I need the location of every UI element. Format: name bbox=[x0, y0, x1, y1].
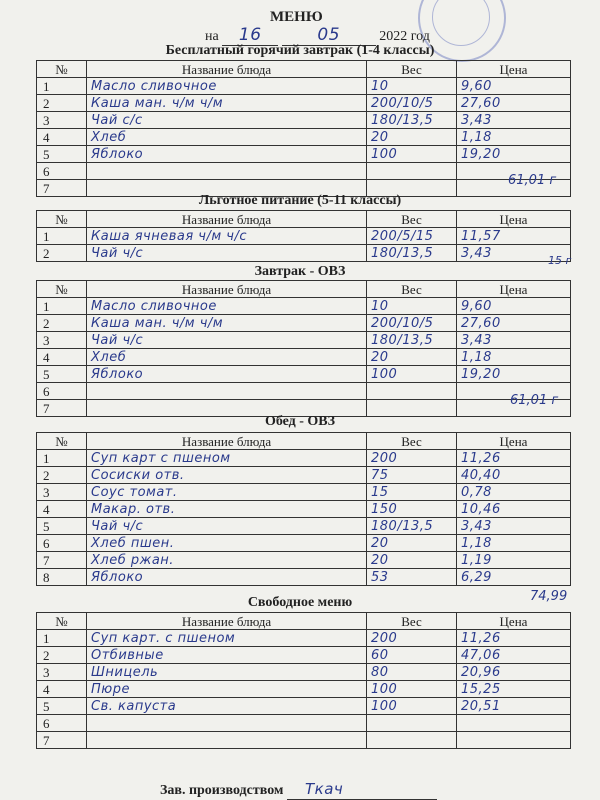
row-num: 6 bbox=[37, 163, 87, 180]
table-row bbox=[37, 245, 571, 262]
dish-weight: 100 bbox=[367, 146, 457, 163]
row-num: 4 bbox=[37, 129, 87, 146]
table-row bbox=[37, 647, 571, 664]
dish-price: 11,57 bbox=[457, 228, 571, 245]
table-row bbox=[37, 332, 571, 349]
dish-name: Отбивные bbox=[87, 647, 367, 664]
menu-table bbox=[36, 210, 571, 262]
dish-name: Сосиски отв. bbox=[87, 467, 367, 484]
dish-name: Св. капуста bbox=[87, 698, 367, 715]
dish-weight: 200/10/5 bbox=[367, 315, 457, 332]
row-num: 2 bbox=[37, 95, 87, 112]
table-row bbox=[37, 484, 571, 501]
section-title: Обед - ОВЗ bbox=[264, 414, 336, 429]
dish-price: 11,26 bbox=[457, 450, 571, 467]
dish-name: Хлеб bbox=[87, 349, 367, 366]
dish-weight: 180/13,5 bbox=[367, 112, 457, 129]
table-header-row bbox=[37, 281, 571, 298]
footer bbox=[160, 780, 437, 800]
dish-name bbox=[87, 732, 367, 749]
dish-weight: 10 bbox=[367, 298, 457, 315]
dish-name: Каша ман. ч/м ч/м bbox=[87, 315, 367, 332]
column-header-weight: Вес bbox=[367, 433, 457, 450]
dish-weight bbox=[367, 383, 457, 400]
dish-price: 40,40 bbox=[457, 467, 571, 484]
section-total: 61,01 г bbox=[508, 173, 557, 188]
menu-table bbox=[36, 432, 571, 586]
page-title: МЕНЮ bbox=[270, 9, 323, 25]
column-header-num: № bbox=[37, 433, 87, 450]
table-row bbox=[37, 552, 571, 569]
dish-price: 6,29 bbox=[457, 569, 571, 586]
menu-table bbox=[36, 60, 571, 197]
dish-price: 3,43 bbox=[457, 332, 571, 349]
menu-table bbox=[36, 280, 571, 417]
table-header-row bbox=[37, 61, 571, 78]
dish-weight: 180/13,5 bbox=[367, 245, 457, 262]
row-num: 7 bbox=[37, 180, 87, 197]
column-header-name: Название блюда bbox=[87, 613, 367, 630]
dish-price: 11,26 bbox=[457, 630, 571, 647]
table-row bbox=[37, 129, 571, 146]
dish-price: 3,43 bbox=[457, 245, 571, 262]
dish-name: Каша ячневая ч/м ч/с bbox=[87, 228, 367, 245]
dish-price: 20,51 bbox=[457, 698, 571, 715]
table-header-row bbox=[37, 211, 571, 228]
dish-weight: 200/10/5 bbox=[367, 95, 457, 112]
dish-weight: 200 bbox=[367, 630, 457, 647]
table-row bbox=[37, 518, 571, 535]
column-header-weight: Вес bbox=[367, 211, 457, 228]
row-num: 6 bbox=[37, 535, 87, 552]
dish-name bbox=[87, 383, 367, 400]
table-row bbox=[37, 112, 571, 129]
column-header-name: Название блюда bbox=[87, 211, 367, 228]
column-header-num: № bbox=[37, 281, 87, 298]
dish-weight: 15 bbox=[367, 484, 457, 501]
dish-weight: 20 bbox=[367, 535, 457, 552]
dish-name: Хлеб bbox=[87, 129, 367, 146]
column-header-weight: Вес bbox=[367, 281, 457, 298]
dish-price: 9,60 bbox=[457, 78, 571, 95]
dish-weight bbox=[367, 715, 457, 732]
dish-weight: 20 bbox=[367, 552, 457, 569]
column-header-num: № bbox=[37, 613, 87, 630]
dish-name: Яблоко bbox=[87, 366, 367, 383]
row-num: 1 bbox=[37, 228, 87, 245]
dish-weight: 20 bbox=[367, 129, 457, 146]
row-num: 3 bbox=[37, 664, 87, 681]
table-row bbox=[37, 315, 571, 332]
dish-price bbox=[457, 715, 571, 732]
table-row bbox=[37, 298, 571, 315]
dish-price: 27,60 bbox=[457, 95, 571, 112]
column-header-price: Цена bbox=[457, 613, 571, 630]
date-prefix: на bbox=[205, 29, 219, 44]
table-row bbox=[37, 664, 571, 681]
row-num: 4 bbox=[37, 681, 87, 698]
dish-name: Пюре bbox=[87, 681, 367, 698]
section-title: Льготное питание (5-11 классы) bbox=[198, 193, 402, 208]
row-num: 7 bbox=[37, 552, 87, 569]
column-header-price: Цена bbox=[457, 281, 571, 298]
column-header-weight: Вес bbox=[367, 61, 457, 78]
dish-name: Суп карт. с пшеном bbox=[87, 630, 367, 647]
table-row bbox=[37, 467, 571, 484]
dish-price: 1,18 bbox=[457, 349, 571, 366]
dish-price: 19,20 bbox=[457, 366, 571, 383]
column-header-name: Название блюда bbox=[87, 281, 367, 298]
dish-name: Яблоко bbox=[87, 569, 367, 586]
row-num: 2 bbox=[37, 467, 87, 484]
row-num: 5 bbox=[37, 366, 87, 383]
dish-price: 47,06 bbox=[457, 647, 571, 664]
dish-price: 20,96 bbox=[457, 664, 571, 681]
dish-weight: 60 bbox=[367, 647, 457, 664]
row-num: 1 bbox=[37, 78, 87, 95]
date-year: 2022 год bbox=[379, 29, 430, 44]
table-row bbox=[37, 95, 571, 112]
row-num: 5 bbox=[37, 698, 87, 715]
dish-weight: 200/5/15 bbox=[367, 228, 457, 245]
dish-name: Шницель bbox=[87, 664, 367, 681]
dish-weight bbox=[367, 163, 457, 180]
table-row bbox=[37, 366, 571, 383]
table-row bbox=[37, 450, 571, 467]
dish-price: 0,78 bbox=[457, 484, 571, 501]
dish-price: 3,43 bbox=[457, 112, 571, 129]
table-row bbox=[37, 163, 571, 180]
dish-price: 9,60 bbox=[457, 298, 571, 315]
dish-weight: 100 bbox=[367, 366, 457, 383]
dish-weight: 150 bbox=[367, 501, 457, 518]
footer-label: Зав. производством bbox=[160, 783, 284, 798]
row-num: 3 bbox=[37, 332, 87, 349]
dish-name: Макар. отв. bbox=[87, 501, 367, 518]
date-month: 05 bbox=[317, 25, 341, 45]
column-header-name: Название блюда bbox=[87, 61, 367, 78]
column-header-num: № bbox=[37, 211, 87, 228]
dish-name: Чай ч/с bbox=[87, 245, 367, 262]
table-row bbox=[37, 535, 571, 552]
dish-name bbox=[87, 163, 367, 180]
column-header-name: Название блюда bbox=[87, 433, 367, 450]
dish-price: 15,25 bbox=[457, 681, 571, 698]
dish-name: Каша ман. ч/м ч/м bbox=[87, 95, 367, 112]
dish-weight: 10 bbox=[367, 78, 457, 95]
section-title: Бесплатный горячий завтрак (1-4 классы) bbox=[165, 43, 435, 58]
row-num: 2 bbox=[37, 315, 87, 332]
dish-name: Суп карт с пшеном bbox=[87, 450, 367, 467]
dish-name: Чай ч/с bbox=[87, 518, 367, 535]
dish-weight: 180/13,5 bbox=[367, 518, 457, 535]
dish-price: 1,19 bbox=[457, 552, 571, 569]
table-row bbox=[37, 349, 571, 366]
table-header-row bbox=[37, 433, 571, 450]
table-row bbox=[37, 698, 571, 715]
table-row bbox=[37, 732, 571, 749]
dish-price: 27,60 bbox=[457, 315, 571, 332]
dish-price: 1,18 bbox=[457, 535, 571, 552]
table-row bbox=[37, 78, 571, 95]
dish-weight: 180/13,5 bbox=[367, 332, 457, 349]
row-num: 1 bbox=[37, 450, 87, 467]
table-row bbox=[37, 383, 571, 400]
dish-price bbox=[457, 732, 571, 749]
dish-name: Соус томат. bbox=[87, 484, 367, 501]
table-row bbox=[37, 569, 571, 586]
dish-name: Хлеб пшен. bbox=[87, 535, 367, 552]
signature: Ткач bbox=[304, 780, 344, 798]
table-row bbox=[37, 681, 571, 698]
table-row bbox=[37, 501, 571, 518]
row-num: 5 bbox=[37, 146, 87, 163]
row-num: 4 bbox=[37, 349, 87, 366]
section-total: 74,99 bbox=[530, 589, 568, 604]
dish-name: Масло сливочное bbox=[87, 298, 367, 315]
column-header-price: Цена bbox=[457, 211, 571, 228]
dish-weight: 100 bbox=[367, 698, 457, 715]
table-row bbox=[37, 228, 571, 245]
dish-weight: 80 bbox=[367, 664, 457, 681]
row-num: 3 bbox=[37, 484, 87, 501]
row-num: 4 bbox=[37, 501, 87, 518]
dish-price: 1,18 bbox=[457, 129, 571, 146]
dish-name: Хлеб ржан. bbox=[87, 552, 367, 569]
dish-weight bbox=[367, 732, 457, 749]
column-header-price: Цена bbox=[457, 433, 571, 450]
dish-price: 19,20 bbox=[457, 146, 571, 163]
section-total: 61,01 г bbox=[510, 393, 559, 408]
table-header-row bbox=[37, 613, 571, 630]
row-num: 5 bbox=[37, 518, 87, 535]
row-num: 3 bbox=[37, 112, 87, 129]
dish-name: Чай ч/с bbox=[87, 332, 367, 349]
row-num: 1 bbox=[37, 298, 87, 315]
section-title: Свободное меню bbox=[247, 595, 353, 610]
table-row bbox=[37, 146, 571, 163]
dish-weight: 75 bbox=[367, 467, 457, 484]
section-title: Завтрак - ОВЗ bbox=[254, 264, 346, 279]
table-row bbox=[37, 630, 571, 647]
dish-weight: 200 bbox=[367, 450, 457, 467]
table-row bbox=[37, 715, 571, 732]
row-num: 6 bbox=[37, 715, 87, 732]
row-num: 2 bbox=[37, 647, 87, 664]
row-num: 7 bbox=[37, 400, 87, 417]
row-num: 6 bbox=[37, 383, 87, 400]
column-header-num: № bbox=[37, 61, 87, 78]
column-header-weight: Вес bbox=[367, 613, 457, 630]
date-day: 16 bbox=[238, 25, 262, 45]
dish-weight: 53 bbox=[367, 569, 457, 586]
dish-name: Масло сливочное bbox=[87, 78, 367, 95]
dish-weight: 100 bbox=[367, 681, 457, 698]
row-num: 2 bbox=[37, 245, 87, 262]
dish-price: 10,46 bbox=[457, 501, 571, 518]
dish-price: 3,43 bbox=[457, 518, 571, 535]
dish-weight: 20 bbox=[367, 349, 457, 366]
column-header-price: Цена bbox=[457, 61, 571, 78]
dish-name bbox=[87, 715, 367, 732]
menu-table bbox=[36, 612, 571, 749]
row-num: 1 bbox=[37, 630, 87, 647]
dish-name: Яблоко bbox=[87, 146, 367, 163]
section-total: 15 г bbox=[548, 254, 572, 267]
row-num: 8 bbox=[37, 569, 87, 586]
row-num: 7 bbox=[37, 732, 87, 749]
dish-name: Чай с/с bbox=[87, 112, 367, 129]
